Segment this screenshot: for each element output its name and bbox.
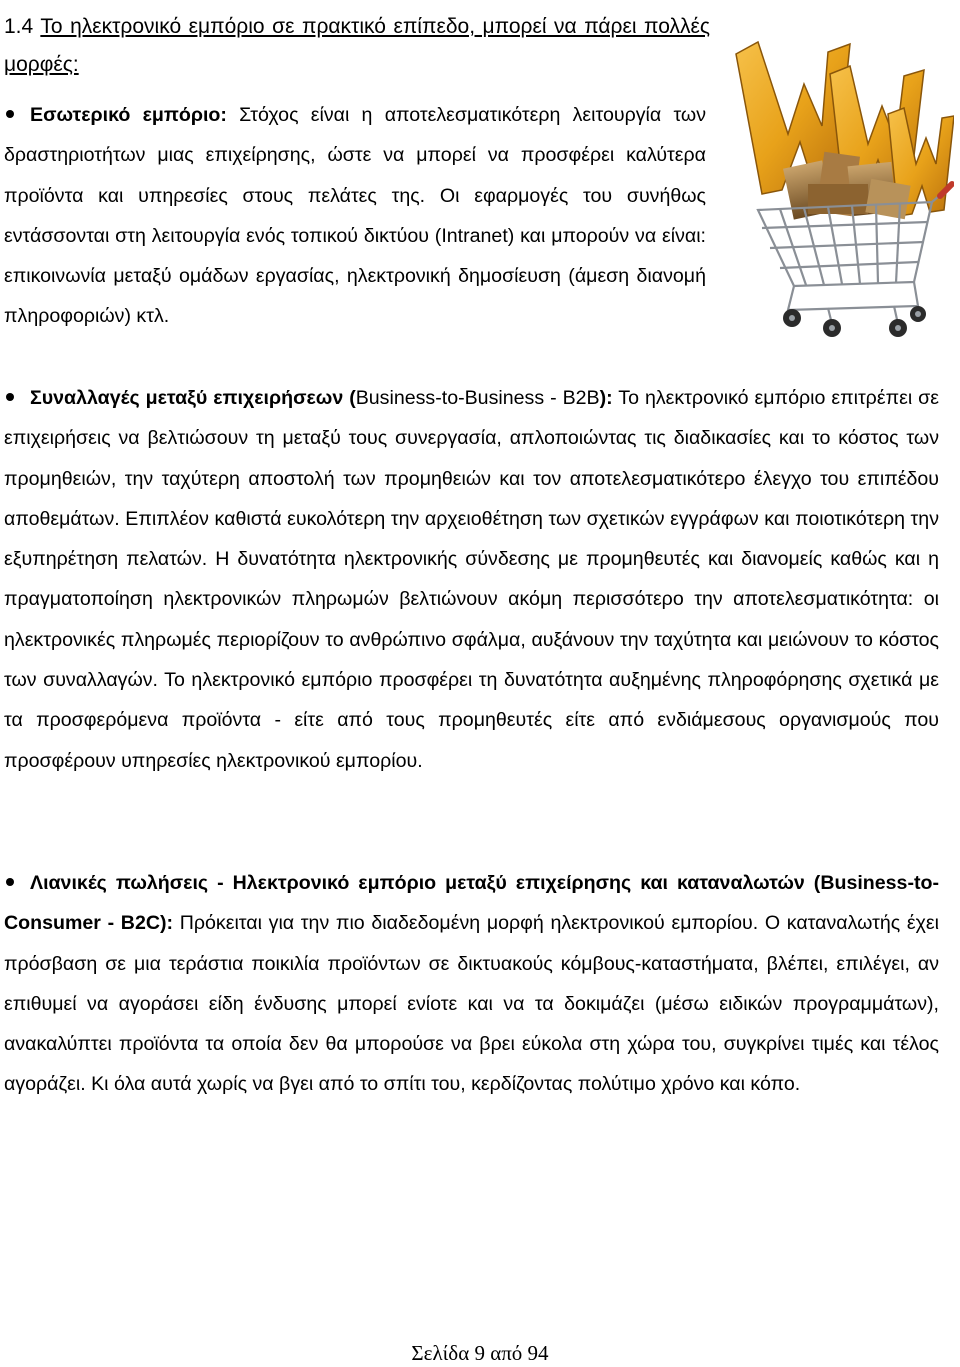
term-b2b-b: ):: [599, 387, 613, 409]
text-b2c: Πρόκειται για την πιο διαδεδομένη μορφή ηλεκτρονικού εμπορίου. Ο καταναλωτής έχει πρόσβαση σε μια τεράστια ποικιλία προϊόντων σε δικτυακούς κόμβους-καταστήματα, βλέπει, επιλέγει, αν επιθυμεί να αγοράσει είδη ένδυσης μπορεί ενίοτε και να τα δοκιμάζει (μέσω ειδικών προγραμμάτων), ανακαλύπτει προϊόντα τα οποία δεν θα μπορούσε να βρει εύκολα στη χώρα του, συγκρίνει τιμές και τέλος αγοράζει. Κι όλα αυτά χωρίς να βγει από το σπίτι του, κερδίζοντας πολύτιμο χρόνο και κόπο.: [4, 912, 939, 1096]
term-b2b-mid: Business-to-Business - B2B: [355, 387, 600, 409]
bullet-icon: [6, 878, 14, 886]
term-internal-commerce: Εσωτερικό εμπόριο:: [30, 104, 227, 126]
page-footer: Σελίδα 9 από 94: [411, 1341, 549, 1365]
section-number: 1.4: [4, 15, 34, 38]
text-internal-commerce: Στόχος είναι η αποτελεσματικότερη λειτουργία των δραστηριοτήτων μιας επιχείρησης, ώστε να μπορεί να προσφέρει καλύτερα προϊόντα και υπηρεσίες στους πελάτες της. Οι εφαρμογές του συνήθως εντάσσονται στη λειτουργία ενός τοπικού δικτύου (Intranet) και μπορούν να είναι: επικοινωνία μεταξύ ομάδων εργασίας, ηλεκτρονική δημοσίευση (άμεση διανομή πληροφοριών) κτλ.: [4, 104, 707, 328]
section-title: Το ηλεκτρονικό εμπόριο σε πρακτικό επίπεδο, μπορεί να πάρει πολλές μορφές:: [4, 15, 710, 76]
text-b2b: Το ηλεκτρονικό εμπόριο επιτρέπει σε επιχειρήσεις να βελτιώσουν τη μεταξύ τους συνεργασία, απλοποιώντας τις διαδικασίες και το κόστος των προμηθειών, την ταχύτερη αποστολή των προμηθειών και τον αποτελεσματικότερο έλεγχο του επιπέδου αποθεμάτων. Επιπλέον καθιστά ευκολότερη την αρχειοθέτηση των σχετικών εγγράφων και ποιοτικότερη την εξυπηρέτηση πελατών. Η δυνατότητα ηλεκτρονικής σύνδεσης με προμηθευτές και διανομείς καθώς και η πραγματοποίηση ηλεκτρονικών πληρωμών βελτιώνουν ακόμη περισσότερο την αποτελεσματικότητα: οι ηλεκτρονικές πληρωμές περιορίζουν το ανθρώπινο σφάλμα, αυξάνουν την ταχύτητα και μειώνουν το κόστος των συναλλαγών. Το ηλεκτρονικό εμπόριο προσφέρει τη δυνατότητα αυξημένης πληροφόρησης σχετικά με τα προσφερόμενα προϊόντα - είτε από τους προμηθευτές είτε από ενδιάμεσους οργανισμούς που προσφέρουν υπηρεσίες ηλεκτρονικού εμπορίου.: [4, 387, 939, 772]
paragraph-b2b: [4, 378, 939, 781]
paragraph-internal-commerce: [4, 95, 706, 337]
bullet-icon: [6, 110, 14, 118]
term-b2b-a: Συναλλαγές μεταξύ επιχειρήσεων (: [30, 387, 356, 409]
www-shopping-cart-icon: [718, 14, 954, 346]
paragraph-b2c: [4, 863, 939, 1105]
section-heading: [4, 8, 710, 84]
bullet-icon: [6, 393, 14, 401]
term-b2c: Λιανικές πωλήσεις - Ηλεκτρονικό εμπόριο μεταξύ επιχείρησης και καταναλωτών (Business-to-Consumer - B2C):: [4, 872, 939, 935]
